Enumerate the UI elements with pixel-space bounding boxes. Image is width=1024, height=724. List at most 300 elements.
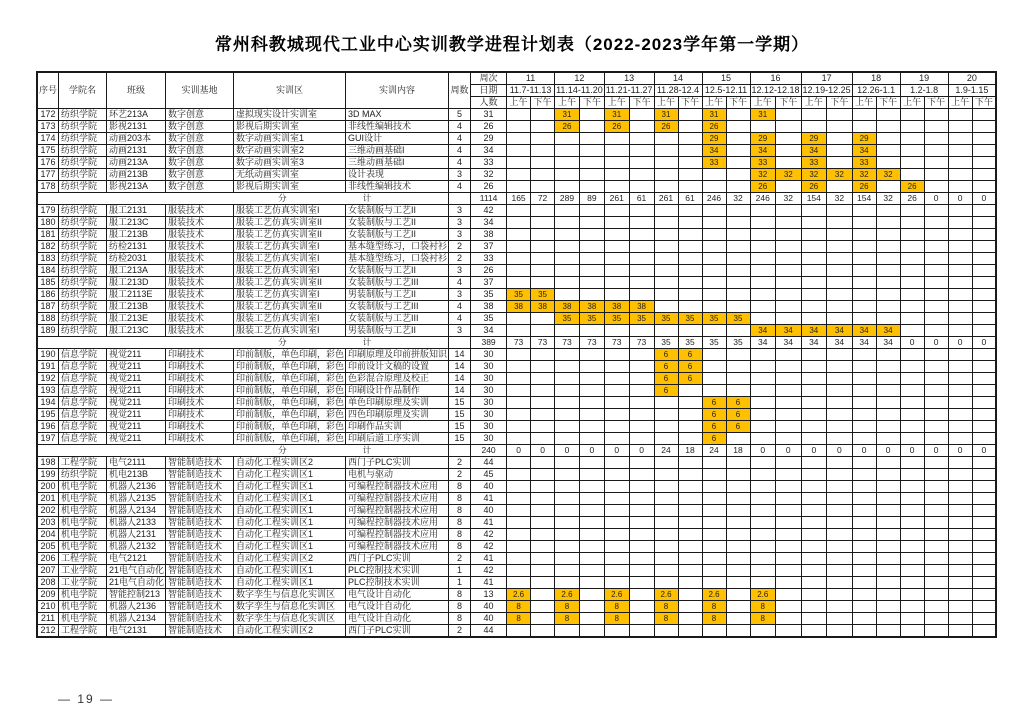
- cell-area: 服装工艺仿真实训室I: [234, 265, 346, 277]
- cell-count: 42: [471, 205, 507, 217]
- cell-class: 动画213A: [107, 157, 166, 169]
- grid-cell: [852, 205, 876, 217]
- grid-cell-scheduled: 8: [654, 613, 678, 625]
- col-header-content: 实训内容: [346, 72, 449, 109]
- am-header-13: 上午: [604, 97, 629, 109]
- grid-cell: [776, 361, 802, 373]
- grid-cell: [750, 505, 776, 517]
- grid-cell: [876, 253, 900, 265]
- grid-cell: [852, 229, 876, 241]
- subtotal-row: [37, 337, 996, 349]
- table-row: [37, 349, 996, 361]
- grid-cell: [801, 469, 827, 481]
- grid-cell: [579, 565, 604, 577]
- grid-cell: [852, 613, 876, 625]
- cell-seq: 200: [37, 481, 59, 493]
- grid-cell-scheduled: 34: [750, 325, 776, 337]
- grid-cell: [702, 229, 726, 241]
- grid-cell: [827, 601, 853, 613]
- subtotal-grid-cell: 261: [604, 193, 629, 205]
- cell-count: 45: [471, 469, 507, 481]
- cell-content: 印刷设计作品制作: [346, 385, 449, 397]
- grid-cell: [507, 205, 531, 217]
- grid-cell: [776, 217, 802, 229]
- grid-cell: [776, 313, 802, 325]
- cell-base: 智能制造技术: [166, 529, 234, 541]
- grid-cell: [852, 361, 876, 373]
- cell-content: 电机与驱动: [346, 469, 449, 481]
- cell-seq: 194: [37, 397, 59, 409]
- grid-cell: [801, 109, 827, 121]
- cell-class: 视觉211: [107, 433, 166, 445]
- cell-weeks: 15: [449, 397, 471, 409]
- grid-cell: [726, 217, 750, 229]
- grid-cell: [507, 349, 531, 361]
- grid-cell: [972, 505, 996, 517]
- date-header-11: 11.7-11.13: [507, 85, 555, 97]
- grid-cell: [948, 265, 972, 277]
- grid-cell: [801, 505, 827, 517]
- grid-cell: [900, 541, 924, 553]
- subtotal-grid-cell: 34: [876, 337, 900, 349]
- grid-cell: [654, 469, 678, 481]
- cell-weeks: 3: [449, 205, 471, 217]
- cell-weeks: 2: [449, 457, 471, 469]
- grid-cell: [924, 253, 948, 265]
- page-title: 常州科教城现代工业中心实训教学进程计划表（2022-2023学年第一学期）: [214, 35, 810, 54]
- grid-cell: [555, 565, 580, 577]
- cell-class: 服工213D: [107, 277, 166, 289]
- cell-seq: 211: [37, 613, 59, 625]
- grid-cell: [924, 325, 948, 337]
- grid-cell: [604, 145, 629, 157]
- grid-cell: [702, 289, 726, 301]
- grid-cell: [776, 145, 802, 157]
- grid-cell-scheduled: 33: [702, 157, 726, 169]
- grid-cell: [579, 265, 604, 277]
- cell-class: 电气2131: [107, 625, 166, 638]
- grid-cell: [900, 505, 924, 517]
- cell-count: 26: [471, 265, 507, 277]
- cell-base: 数字创意: [166, 133, 234, 145]
- grid-cell: [678, 457, 702, 469]
- grid-cell: [678, 145, 702, 157]
- grid-cell-scheduled: 35: [507, 289, 531, 301]
- grid-cell: [801, 397, 827, 409]
- grid-cell: [726, 349, 750, 361]
- grid-cell: [579, 325, 604, 337]
- grid-cell: [604, 421, 629, 433]
- grid-cell: [801, 529, 827, 541]
- table-row: [37, 229, 996, 241]
- grid-cell: [579, 361, 604, 373]
- grid-cell: [629, 349, 654, 361]
- grid-cell: [900, 565, 924, 577]
- cell-college: 机电学院: [59, 529, 107, 541]
- cell-college: 工业学院: [59, 577, 107, 589]
- grid-cell-scheduled: 8: [555, 601, 580, 613]
- grid-cell: [507, 493, 531, 505]
- grid-cell: [629, 325, 654, 337]
- grid-cell: [924, 133, 948, 145]
- cell-base: 智能制造技术: [166, 505, 234, 517]
- grid-cell: [750, 625, 776, 638]
- grid-cell: [629, 205, 654, 217]
- grid-cell: [972, 349, 996, 361]
- cell-content: 四色印刷原理及实训: [346, 409, 449, 421]
- grid-cell: [900, 301, 924, 313]
- grid-cell-scheduled: 8: [507, 613, 531, 625]
- table-row: [37, 205, 996, 217]
- grid-cell: [801, 349, 827, 361]
- grid-cell-scheduled: 34: [852, 145, 876, 157]
- grid-cell: [507, 481, 531, 493]
- grid-cell: [654, 517, 678, 529]
- grid-cell: [972, 313, 996, 325]
- cell-weeks: 14: [449, 349, 471, 361]
- grid-cell: [629, 553, 654, 565]
- grid-cell-scheduled: 32: [852, 169, 876, 181]
- cell-weeks: 8: [449, 529, 471, 541]
- grid-cell: [750, 121, 776, 133]
- cell-weeks: 2: [449, 253, 471, 265]
- am-header-19: 上午: [900, 97, 924, 109]
- grid-cell: [678, 601, 702, 613]
- grid-cell: [654, 397, 678, 409]
- grid-cell: [654, 433, 678, 445]
- grid-cell: [852, 517, 876, 529]
- grid-cell: [579, 613, 604, 625]
- cell-content: 电气设计自动化: [346, 589, 449, 601]
- grid-cell: [924, 313, 948, 325]
- grid-cell: [654, 325, 678, 337]
- week-header-17: 17: [801, 72, 852, 85]
- grid-cell: [801, 517, 827, 529]
- grid-cell: [579, 373, 604, 385]
- grid-cell: [900, 457, 924, 469]
- grid-cell: [678, 253, 702, 265]
- grid-cell: [801, 577, 827, 589]
- grid-cell: [750, 469, 776, 481]
- cell-base: 服装技术: [166, 313, 234, 325]
- grid-cell: [750, 253, 776, 265]
- cell-weeks: 8: [449, 541, 471, 553]
- cell-area: 数字动画实训室3: [234, 157, 346, 169]
- cell-class: 服工213E: [107, 313, 166, 325]
- subtotal-grid-cell: 0: [507, 445, 531, 457]
- grid-cell: [678, 589, 702, 601]
- grid-cell: [924, 613, 948, 625]
- grid-cell: [876, 241, 900, 253]
- cell-base: 智能制造技术: [166, 601, 234, 613]
- week-header-13: 13: [604, 72, 654, 85]
- cell-base: 服装技术: [166, 277, 234, 289]
- cell-weeks: 15: [449, 421, 471, 433]
- grid-cell: [531, 313, 555, 325]
- subtotal-grid-cell: 35: [678, 337, 702, 349]
- grid-cell: [900, 589, 924, 601]
- cell-area: 服装工艺仿真实训室I: [234, 325, 346, 337]
- grid-cell: [555, 181, 580, 193]
- cell-weeks: 2: [449, 241, 471, 253]
- grid-cell: [579, 289, 604, 301]
- grid-cell: [776, 565, 802, 577]
- subtotal-grid-cell: 0: [948, 193, 972, 205]
- col-header-weeks: 周数: [449, 72, 471, 109]
- grid-cell: [924, 469, 948, 481]
- grid-cell: [507, 553, 531, 565]
- grid-cell: [852, 385, 876, 397]
- grid-cell: [507, 529, 531, 541]
- table-row: [37, 625, 996, 638]
- pm-header-16: 下午: [776, 97, 802, 109]
- cell-college: 纺织学院: [59, 181, 107, 193]
- grid-cell: [579, 505, 604, 517]
- grid-cell: [972, 493, 996, 505]
- cell-class: 影视2131: [107, 121, 166, 133]
- grid-cell: [972, 625, 996, 638]
- grid-cell: [629, 589, 654, 601]
- grid-cell: [507, 541, 531, 553]
- cell-college: 纺织学院: [59, 133, 107, 145]
- pm-header-20: 下午: [972, 97, 996, 109]
- cell-content: 女装制版与工艺II: [346, 205, 449, 217]
- grid-cell-scheduled: 6: [678, 349, 702, 361]
- cell-content: 西门子PLC实训: [346, 457, 449, 469]
- cell-class: 视觉211: [107, 373, 166, 385]
- grid-cell: [750, 301, 776, 313]
- cell-area: 印前制版，单色印刷，彩色: [234, 397, 346, 409]
- cell-seq: 202: [37, 505, 59, 517]
- grid-cell: [678, 265, 702, 277]
- cell-college: 工业学院: [59, 565, 107, 577]
- table-row: [37, 409, 996, 421]
- grid-cell-scheduled: 31: [654, 109, 678, 121]
- subtotal-grid-cell: 0: [900, 337, 924, 349]
- grid-cell: [801, 385, 827, 397]
- grid-cell: [750, 529, 776, 541]
- grid-cell: [726, 505, 750, 517]
- grid-cell: [726, 265, 750, 277]
- table-row: [37, 133, 996, 145]
- subtotal-grid-cell: 24: [702, 445, 726, 457]
- grid-cell: [900, 205, 924, 217]
- cell-count: 26: [471, 121, 507, 133]
- cell-weeks: 8: [449, 517, 471, 529]
- grid-cell: [900, 121, 924, 133]
- grid-cell-scheduled: 29: [801, 133, 827, 145]
- grid-cell: [629, 253, 654, 265]
- grid-cell-scheduled: 2.6: [750, 589, 776, 601]
- cell-weeks: 4: [449, 121, 471, 133]
- grid-cell: [531, 457, 555, 469]
- grid-cell: [654, 553, 678, 565]
- grid-cell: [654, 301, 678, 313]
- grid-cell: [702, 469, 726, 481]
- grid-cell-scheduled: 26: [852, 181, 876, 193]
- table-row: [37, 169, 996, 181]
- grid-cell: [531, 133, 555, 145]
- grid-cell: [776, 625, 802, 638]
- table-row: [37, 613, 996, 625]
- grid-cell: [972, 565, 996, 577]
- grid-cell: [924, 625, 948, 638]
- grid-cell: [876, 589, 900, 601]
- week-header-19: 19: [900, 72, 948, 85]
- grid-cell: [876, 625, 900, 638]
- cell-count: 40: [471, 601, 507, 613]
- grid-cell-scheduled: 38: [531, 301, 555, 313]
- grid-cell: [876, 265, 900, 277]
- cell-content: GUI设计: [346, 133, 449, 145]
- grid-cell: [801, 565, 827, 577]
- cell-class: 电气2121: [107, 553, 166, 565]
- grid-cell: [876, 349, 900, 361]
- grid-cell-scheduled: 8: [604, 601, 629, 613]
- grid-cell: [531, 565, 555, 577]
- grid-cell: [726, 373, 750, 385]
- cell-content: 印刷作品实训: [346, 421, 449, 433]
- grid-cell: [900, 433, 924, 445]
- grid-cell-scheduled: 32: [827, 169, 853, 181]
- grid-cell-scheduled: 35: [579, 313, 604, 325]
- grid-cell-scheduled: 26: [702, 121, 726, 133]
- cell-weeks: 8: [449, 589, 471, 601]
- cell-base: 数字创意: [166, 169, 234, 181]
- grid-cell: [948, 241, 972, 253]
- grid-cell: [876, 385, 900, 397]
- cell-count: 35: [471, 289, 507, 301]
- grid-cell: [827, 625, 853, 638]
- grid-cell: [876, 313, 900, 325]
- cell-count: 42: [471, 565, 507, 577]
- subtotal-grid-cell: 34: [801, 337, 827, 349]
- cell-college: 纺织学院: [59, 229, 107, 241]
- cell-college: 纺织学院: [59, 265, 107, 277]
- grid-cell: [507, 361, 531, 373]
- grid-cell: [531, 589, 555, 601]
- grid-cell: [531, 253, 555, 265]
- col-header-college: 学院名: [59, 72, 107, 109]
- cell-area: 数字孪生与信息化实训区: [234, 613, 346, 625]
- subtotal-grid-cell: 61: [678, 193, 702, 205]
- grid-cell: [531, 517, 555, 529]
- cell-class: 服工213C: [107, 325, 166, 337]
- pm-header-17: 下午: [827, 97, 853, 109]
- grid-cell-scheduled: 33: [852, 157, 876, 169]
- grid-cell: [972, 385, 996, 397]
- grid-cell: [555, 469, 580, 481]
- subtotal-grid-cell: 73: [531, 337, 555, 349]
- date-header-19: 1.2-1.8: [900, 85, 948, 97]
- grid-cell: [776, 265, 802, 277]
- grid-cell: [852, 277, 876, 289]
- grid-cell: [604, 265, 629, 277]
- date-label: 日期: [471, 85, 507, 97]
- grid-cell-scheduled: 8: [507, 601, 531, 613]
- grid-cell: [555, 241, 580, 253]
- grid-cell: [507, 517, 531, 529]
- grid-cell: [852, 313, 876, 325]
- grid-cell: [827, 481, 853, 493]
- grid-cell: [507, 265, 531, 277]
- grid-cell: [776, 589, 802, 601]
- cell-content: 基本缝型练习，口袋衬衫: [346, 253, 449, 265]
- grid-cell: [507, 133, 531, 145]
- grid-cell: [654, 217, 678, 229]
- grid-cell: [776, 469, 802, 481]
- grid-cell: [972, 409, 996, 421]
- subtotal-grid-cell: 0: [776, 445, 802, 457]
- grid-cell: [531, 529, 555, 541]
- grid-cell: [629, 601, 654, 613]
- cell-area: 自动化工程实训区1: [234, 541, 346, 553]
- grid-cell: [827, 613, 853, 625]
- pm-header-13: 下午: [629, 97, 654, 109]
- cell-base: 智能制造技术: [166, 577, 234, 589]
- grid-cell: [924, 421, 948, 433]
- cell-base: 智能制造技术: [166, 541, 234, 553]
- grid-cell: [801, 457, 827, 469]
- grid-cell: [629, 265, 654, 277]
- grid-cell: [507, 325, 531, 337]
- grid-cell-scheduled: 6: [702, 397, 726, 409]
- grid-cell: [726, 517, 750, 529]
- cell-weeks: 8: [449, 613, 471, 625]
- grid-cell: [629, 121, 654, 133]
- cell-base: 智能制造技术: [166, 481, 234, 493]
- grid-cell: [776, 613, 802, 625]
- grid-cell: [972, 577, 996, 589]
- grid-cell: [876, 289, 900, 301]
- grid-cell: [604, 493, 629, 505]
- cell-seq: 176: [37, 157, 59, 169]
- grid-cell: [531, 613, 555, 625]
- subtotal-row: [37, 445, 996, 457]
- cell-base: 智能制造技术: [166, 493, 234, 505]
- grid-cell: [726, 157, 750, 169]
- grid-cell: [629, 169, 654, 181]
- grid-cell: [678, 613, 702, 625]
- grid-cell: [726, 541, 750, 553]
- grid-cell: [972, 469, 996, 481]
- grid-cell: [726, 145, 750, 157]
- cell-college: 信息学院: [59, 421, 107, 433]
- grid-cell: [726, 553, 750, 565]
- cell-base: 服装技术: [166, 241, 234, 253]
- grid-cell: [900, 277, 924, 289]
- grid-cell: [801, 361, 827, 373]
- am-header-15: 上午: [702, 97, 726, 109]
- grid-cell: [726, 433, 750, 445]
- grid-cell: [702, 565, 726, 577]
- cell-area: 影视后期实训室: [234, 121, 346, 133]
- grid-cell: [555, 625, 580, 638]
- subtotal-grid-cell: 0: [924, 193, 948, 205]
- grid-cell: [726, 133, 750, 145]
- grid-cell: [876, 109, 900, 121]
- cell-area: 数字动画实训室2: [234, 145, 346, 157]
- grid-cell: [900, 109, 924, 121]
- grid-cell-scheduled: 6: [654, 373, 678, 385]
- grid-cell: [900, 469, 924, 481]
- grid-cell-scheduled: 31: [702, 109, 726, 121]
- grid-cell: [555, 541, 580, 553]
- grid-cell: [531, 373, 555, 385]
- grid-cell: [654, 421, 678, 433]
- cell-college: 工程学院: [59, 553, 107, 565]
- grid-cell: [726, 181, 750, 193]
